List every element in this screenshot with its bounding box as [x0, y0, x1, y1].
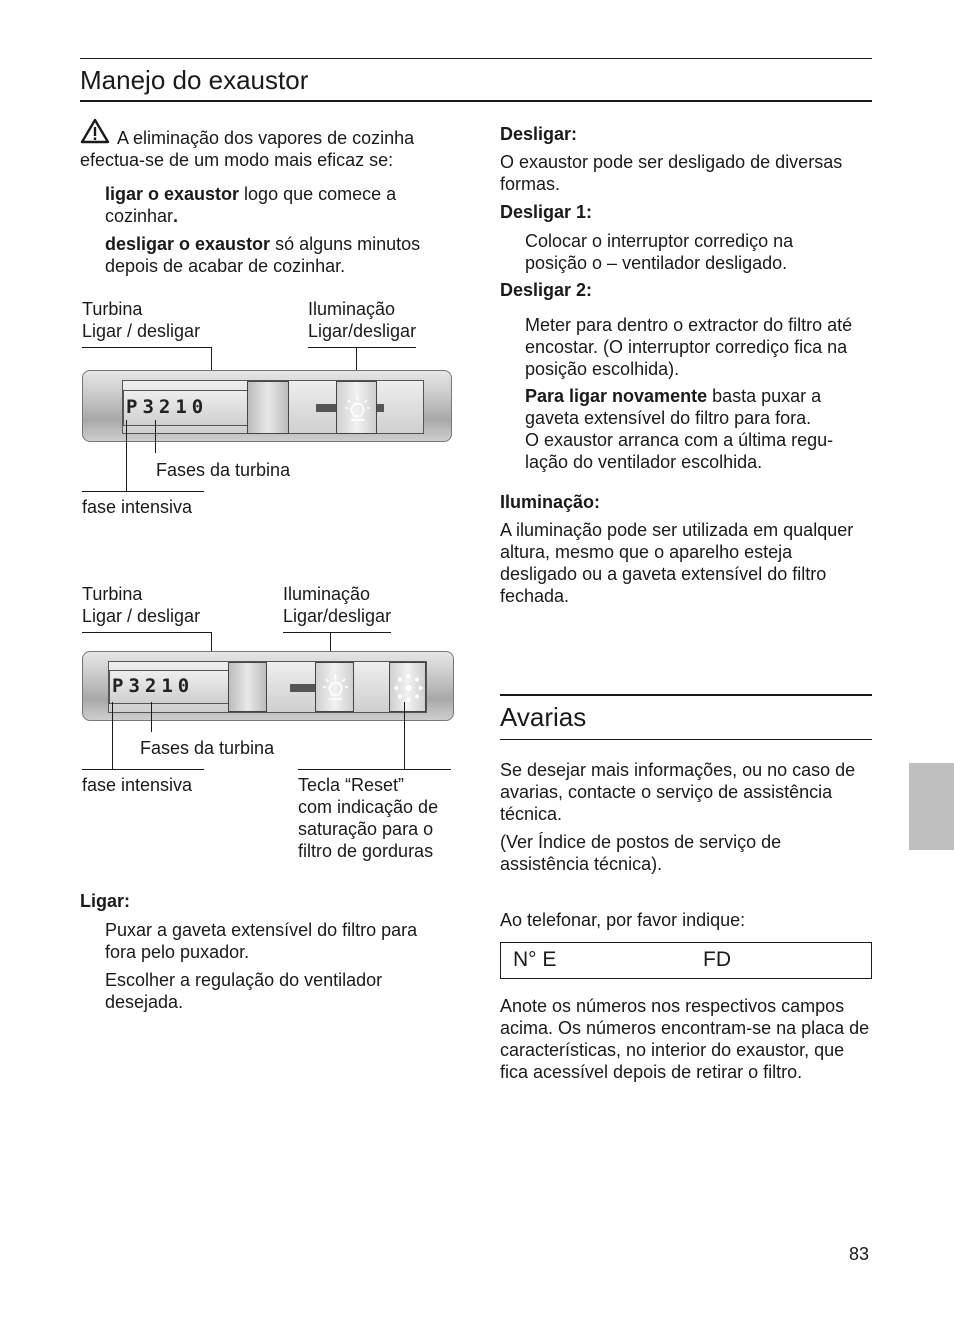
- d1-label-fases: Fases da turbina: [156, 460, 291, 480]
- ligar-step-1: Puxar a gaveta extensível do filtro para fora pelo puxador.: [105, 920, 418, 962]
- d2-label-reset-2: com indicação de: [298, 797, 439, 817]
- ligar-step-2: Escolher a regulação do ventilador desejada.: [105, 970, 383, 1012]
- bullet-ligar-bold: ligar o exaustor: [105, 184, 240, 204]
- desligar-heading: Desligar:: [500, 124, 578, 144]
- d2-label-ilum-1: Iluminação: [283, 584, 371, 604]
- d2-fan-slider: [228, 662, 267, 712]
- bullet-ligar-dot: .: [173, 206, 179, 226]
- iluminacao-text: A iluminação pode ser utilizada em qualquer altura, mesmo que o aparelho esteja desligado ou a gaveta extensível do filtro fechada.: [500, 520, 854, 606]
- avarias-text-2: (Ver Índice de postos de serviço de assistência técnica).: [500, 832, 782, 874]
- d1-light-button: [336, 381, 377, 434]
- bullet-desligar-rest: só alguns minutos depois de acabar de cozinhar.: [105, 234, 421, 276]
- d1-label-intensiva: fase intensiva: [82, 497, 193, 517]
- ligar-novamente-bold: Para ligar novamente: [525, 386, 708, 406]
- light-bulb-icon: [316, 663, 355, 713]
- page-number: 83: [849, 1244, 870, 1264]
- desligar1-heading: Desligar 1:: [500, 202, 593, 222]
- desligar-text: O exaustor pode ser desligado de diversas formas.: [500, 152, 843, 194]
- chapter-tab: [909, 763, 954, 850]
- avarias-underline: [500, 739, 872, 740]
- d2-label-reset-4: filtro de gorduras: [298, 841, 434, 861]
- bullet-desligar-bold: desligar o exaustor: [105, 234, 271, 254]
- d2-label-intensiva: fase intensiva: [82, 775, 193, 795]
- page-title: Manejo do exaustor: [80, 65, 309, 95]
- d2-label-ilum-2: Ligar/desligar: [283, 606, 392, 626]
- field-fd-number: FD: [703, 948, 731, 971]
- avarias-text-1: Se desejar mais informações, ou no caso de avarias, contacte o serviço de assistência técnica.: [500, 760, 856, 824]
- ligar-heading: Ligar:: [80, 891, 131, 911]
- reset-indicator-icon: [390, 663, 427, 713]
- ligar-novamente-text: [525, 385, 865, 429]
- desligar1-text: Colocar o interruptor corrediço na posição o – ventilador desligado.: [525, 231, 794, 273]
- iluminacao-heading: Iluminação:: [500, 492, 601, 512]
- d2-light-button: [315, 662, 354, 712]
- d2-reset-button: [389, 662, 426, 712]
- d1-label-ilum-2: Ligar/desligar: [308, 321, 417, 341]
- d1-label-turbina-1: Turbina: [82, 299, 143, 319]
- field-e-number: N° E: [513, 948, 557, 971]
- ligar-novamente-rest: basta puxar a gaveta extensível do filtro para fora.: [525, 386, 822, 428]
- d2-label-turbina-2: Ligar / desligar: [82, 606, 201, 626]
- desligar2-text: Meter para dentro o extractor do filtro até encostar. (O interruptor corrediço fica na posição escolhida).: [525, 315, 853, 379]
- anote-text: Anote os números nos respectivos campos acima. Os números encontram-se na placa de características, no interior do exaustor, que fica acessível depois de retirar o filtro.: [500, 996, 870, 1082]
- d1-fan-stage-digits: P3210: [126, 396, 209, 418]
- d2-label-turbina-1: Turbina: [82, 584, 143, 604]
- bullet-ligar-rest: logo que comece a cozinhar: [105, 184, 397, 226]
- d2-label-fases: Fases da turbina: [140, 738, 275, 758]
- telefonar-text: Ao telefonar, por favor indique:: [500, 910, 746, 930]
- top-rule: [80, 58, 872, 59]
- title-underline: [80, 100, 872, 102]
- desligar2-heading: Desligar 2:: [500, 280, 593, 300]
- avarias-title: Avarias: [500, 702, 587, 732]
- d2-fan-stage-digits: P3210: [112, 675, 195, 697]
- d1-label-ilum-1: Iluminação: [308, 299, 396, 319]
- bullet-ligar: [105, 183, 445, 227]
- d2-label-reset-1: Tecla “Reset”: [298, 775, 405, 795]
- bullet-desligar: [105, 233, 450, 277]
- d1-label-turbina-2: Ligar / desligar: [82, 321, 201, 341]
- d1-fan-slider: [247, 381, 289, 434]
- intro-text: A eliminação dos vapores de cozinha efectua-se de um modo mais eficaz se:: [80, 128, 415, 170]
- avarias-top-rule: [500, 694, 872, 696]
- ligar-novamente-text-2: O exaustor arranca com a última regu- lação do ventilador escolhida.: [525, 430, 834, 472]
- light-bulb-icon: [337, 382, 378, 435]
- d2-label-reset-3: saturação para o: [298, 819, 434, 839]
